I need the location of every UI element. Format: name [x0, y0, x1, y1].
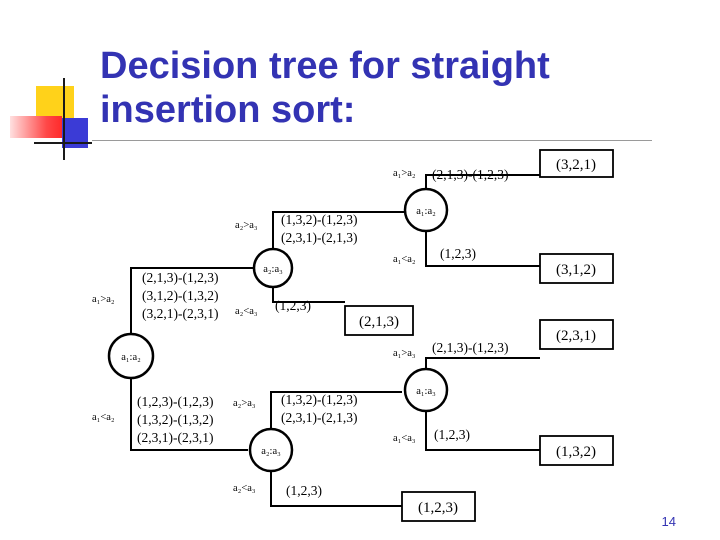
cond-um-down: a₂<a₃	[235, 306, 258, 317]
title-line-2: insertion sort:	[100, 89, 356, 131]
table-lm-up: (2,1,3)-(1,2,3)	[432, 340, 509, 355]
leaf-3	[345, 306, 413, 335]
cond-ut-down: a₁<a₂	[393, 254, 416, 265]
node-lower-mid-label: a₁:a₃	[416, 386, 436, 397]
edge-lm-up	[426, 358, 540, 372]
table-row: (2,1,3)-(1,2,3)	[142, 270, 219, 285]
leaf-3-label: (2,1,3)	[359, 314, 399, 330]
page-number: 14	[661, 514, 676, 529]
table-row: (3,2,1)-(2,3,1)	[142, 306, 219, 321]
table-row: (2,3,1)-(2,3,1)	[137, 430, 214, 445]
table-ut-down: (1,2,3)	[440, 246, 476, 261]
cond-um-up: a₂>a₃	[235, 220, 258, 231]
node-upper-mid-label: a₂:a₃	[263, 264, 283, 275]
table-row: (1,3,2)-(1,2,3)	[281, 392, 358, 407]
node-upper-mid	[254, 249, 292, 287]
leaf-1	[540, 150, 613, 177]
table-root-up	[142, 270, 218, 321]
leaf-4-label: (2,3,1)	[556, 328, 596, 344]
table-row: (2,3,1)-(2,1,3)	[281, 410, 358, 425]
cond-root-down: a₁<a₂	[92, 412, 115, 423]
table-row: (1,2,3)-(1,2,3)	[137, 394, 214, 409]
node-root-label: a₁:a₂	[121, 352, 141, 363]
leaf-5-label: (1,3,2)	[556, 444, 596, 460]
leaf-5	[540, 436, 613, 465]
table-row: (1,3,2)-(1,3,2)	[137, 412, 214, 427]
table-um-down: (1,2,3)	[275, 298, 311, 313]
table-lb-down: (1,2,3)	[286, 483, 322, 498]
node-lower-bot	[250, 429, 292, 471]
title-line-1: Decision tree for straight	[100, 45, 550, 87]
node-lower-bot-label: a₂:a₃	[261, 446, 281, 457]
leaf-6-label: (1,2,3)	[418, 500, 458, 516]
table-row: (1,3,2)-(1,2,3)	[281, 212, 358, 227]
node-upper-top-label: a₁:a₂	[416, 206, 436, 217]
leaf-4	[540, 320, 613, 349]
table-lb-up	[281, 392, 357, 425]
leaf-6	[402, 492, 475, 521]
table-root-down	[137, 394, 213, 445]
cond-lb-down: a₂<a₃	[233, 483, 256, 494]
table-lm-down: (1,2,3)	[434, 427, 470, 442]
leaf-2-label: (3,1,2)	[556, 262, 596, 278]
cond-root-up: a₁>a₂	[92, 294, 115, 305]
table-ut-up: (2,1,3)-(1,2,3)	[432, 167, 509, 182]
table-um-up	[281, 212, 357, 245]
leaf-1-label: (3,2,1)	[556, 157, 596, 173]
table-row: (2,3,1)-(2,1,3)	[281, 230, 358, 245]
cond-lb-up: a₂>a₃	[233, 398, 256, 409]
leaf-2	[540, 254, 613, 283]
cond-lm-down: a₁<a₃	[393, 433, 416, 444]
node-root	[109, 334, 153, 378]
node-lower-mid	[405, 369, 447, 411]
cond-ut-up: a₁>a₂	[393, 168, 416, 179]
node-upper-top	[405, 189, 447, 231]
table-row: (3,1,2)-(1,3,2)	[142, 288, 219, 303]
cond-lm-up: a₁>a₃	[393, 348, 416, 359]
